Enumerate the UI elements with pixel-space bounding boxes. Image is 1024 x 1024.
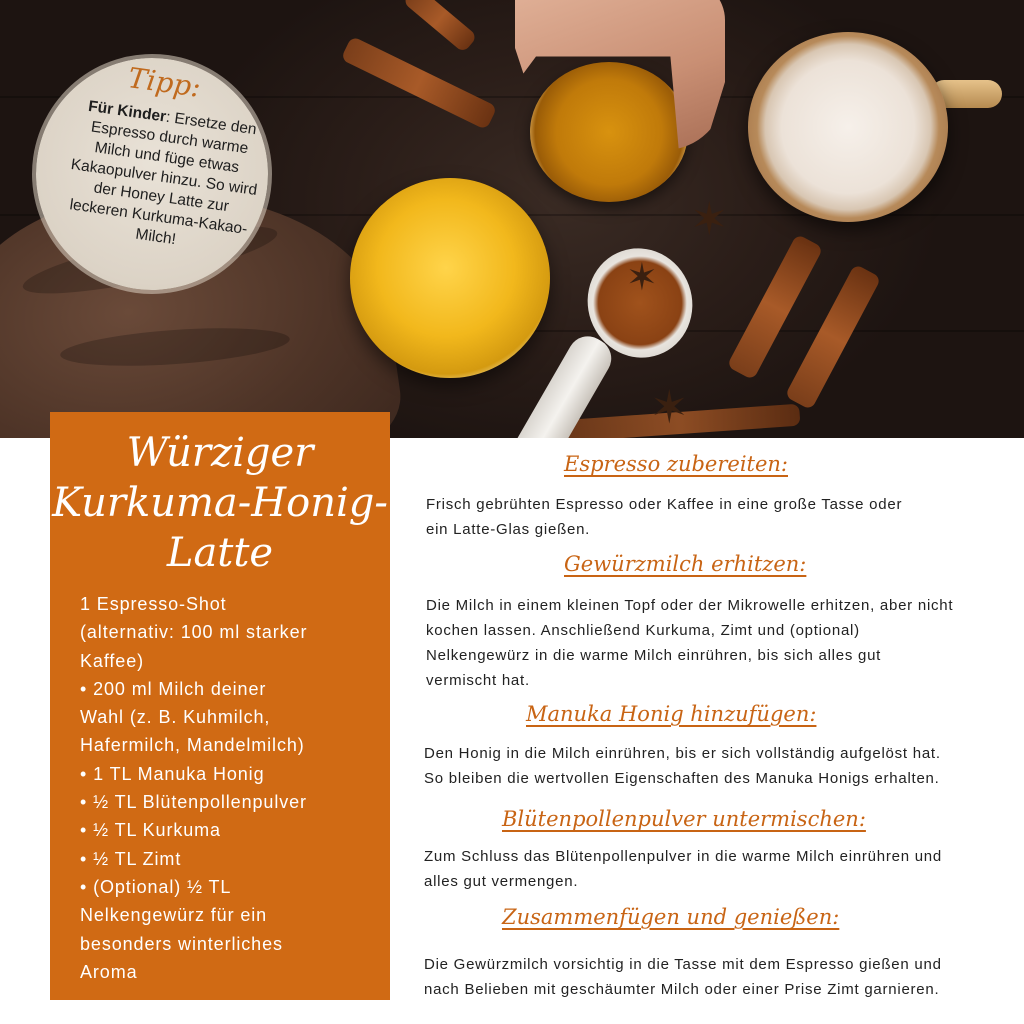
step-heading: Manuka Honig hinzufügen: — [526, 702, 817, 726]
star-anise-icon: ✶ — [650, 380, 689, 434]
step-heading: Espresso zubereiten: — [564, 452, 788, 476]
ingredient-line: Nelkengewürz für ein — [80, 905, 268, 926]
step-text-line: Den Honig in die Milch einrühren, bis er sich vollständig aufgelöst hat. — [424, 745, 941, 762]
ingredient-line: 1 Espresso-Shot — [80, 594, 227, 614]
step-text-line: nach Belieben mit geschäumter Milch oder einer Prise Zimt garnieren. — [424, 981, 940, 998]
tip-lead: Für Kinder — [87, 97, 168, 126]
turmeric-milk-glass — [350, 178, 550, 378]
step-text — [426, 593, 1024, 693]
recipe-title-line: Würziger — [126, 430, 314, 476]
ingredient-list — [80, 590, 380, 986]
ingredient-line: Kaffee) — [80, 650, 145, 671]
ingredient-line: besonders winterliches — [80, 933, 283, 954]
tip-text — [57, 95, 271, 261]
step-heading: Gewürzmilch erhitzen: — [564, 552, 807, 576]
cinnamon-stick — [340, 36, 497, 130]
step-text-line: vermischt hat. — [426, 672, 530, 689]
step-text — [424, 741, 1024, 791]
recipe-title-line: Latte — [166, 530, 274, 576]
ingredient-line: • 1 TL Manuka Honig — [80, 763, 265, 784]
tip-body: : Ersetze den Espresso durch warme Milch und füge etwas Kakaopulver hinzu. So wird der Honey Latte zur leckeren Kurkuma-Kakao-Milch! — [68, 108, 259, 249]
recipe-title — [50, 428, 390, 578]
step-text-line: kochen lassen. Anschließend Kurkuma, Zimt und (optional) — [426, 622, 860, 639]
ingredient-line: (alternativ: 100 ml starker — [80, 622, 308, 643]
step-text-line: Zum Schluss das Blütenpollenpulver in die warme Milch einrühren und — [424, 848, 942, 865]
ingredient-line: Aroma — [80, 961, 138, 982]
step-heading: Blütenpollenpulver untermischen: — [502, 807, 866, 831]
star-anise-icon: ✶ — [690, 192, 729, 246]
star-anise-icon: ✶ — [626, 255, 658, 299]
step-text — [424, 952, 1024, 1002]
latte-mug — [748, 32, 948, 222]
ingredient-line: • ½ TL Kurkuma — [80, 820, 221, 841]
step-text-line: alles gut vermengen. — [424, 873, 579, 890]
ingredients-panel — [50, 412, 390, 1000]
recipe-title-line: Kurkuma-Honig- — [52, 480, 388, 526]
ingredient-line: • (Optional) ½ TL — [80, 876, 232, 897]
ingredient-line: Hafermilch, Mandelmilch) — [80, 735, 305, 756]
step-heading: Zusammenfügen und genießen: — [502, 905, 840, 929]
tip-title: Tipp: — [126, 61, 203, 104]
step-text — [424, 844, 1024, 894]
step-text-line: ein Latte-Glas gießen. — [426, 521, 591, 538]
ingredient-line: • ½ TL Zimt — [80, 848, 182, 869]
step-text-line: Nelkengewürz in die warme Milch einrühren, bis sich alles gut — [426, 647, 882, 664]
ingredient-line: • ½ TL Blütenpollenpulver — [80, 792, 307, 813]
step-text — [426, 492, 1024, 542]
step-text-line: Die Gewürzmilch vorsichtig in die Tasse mit dem Espresso gießen und — [424, 956, 942, 973]
honey-bowl — [530, 62, 688, 202]
ingredient-line: • 200 ml Milch deiner — [80, 678, 267, 699]
step-text-line: Frisch gebrühten Espresso oder Kaffee in eine große Tasse oder — [426, 496, 903, 513]
step-text-line: So bleiben die wertvollen Eigenschaften des Manuka Honigs erhalten. — [424, 770, 940, 787]
ingredient-line: Wahl (z. B. Kuhmilch, — [80, 707, 271, 728]
cinnamon-stick — [402, 0, 477, 53]
step-text-line: Die Milch in einem kleinen Topf oder der Mikrowelle erhitzen, aber nicht — [426, 597, 954, 614]
